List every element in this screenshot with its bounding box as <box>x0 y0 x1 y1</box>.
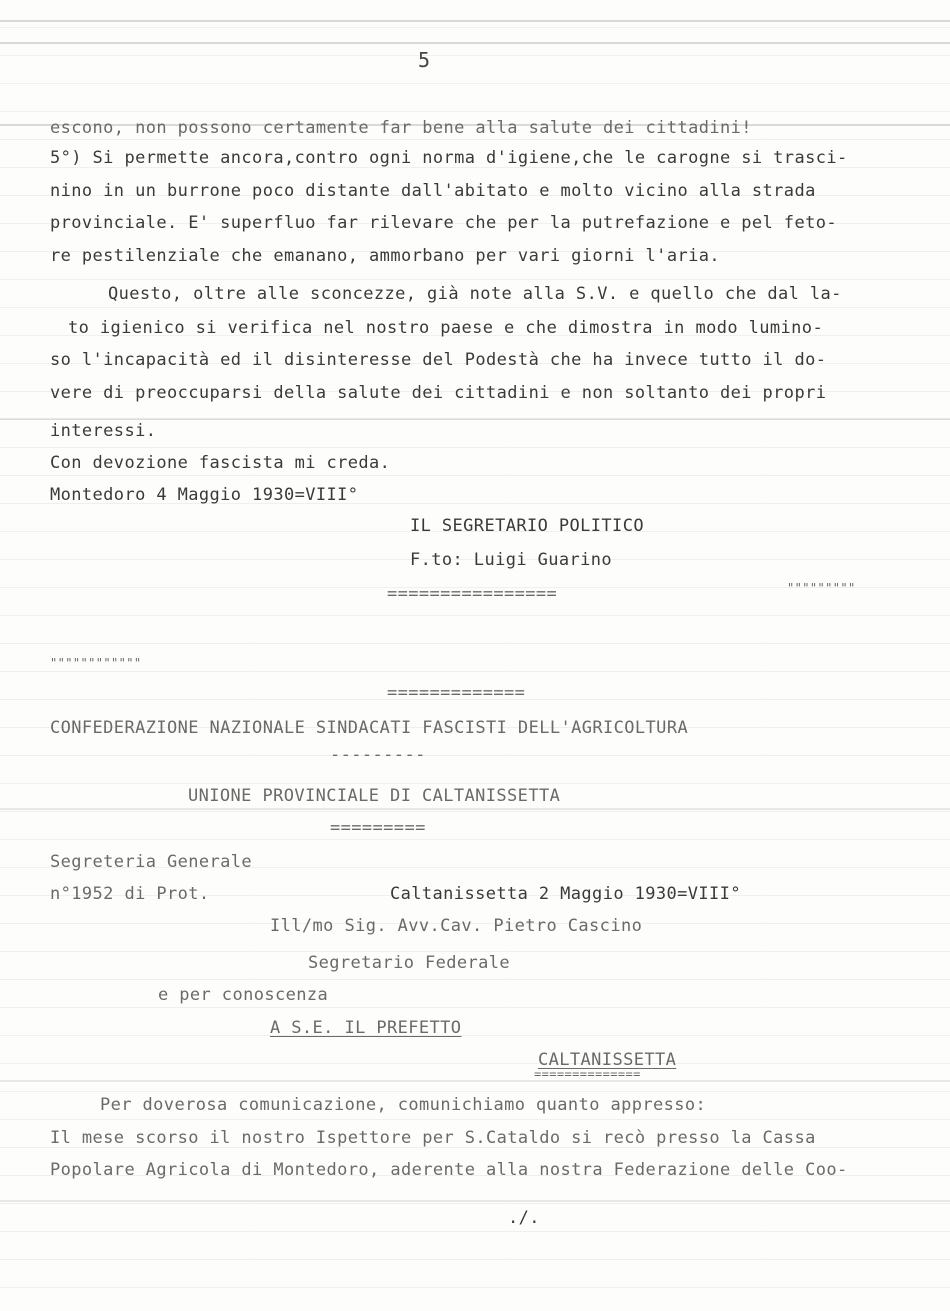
signature-separator: ================ <box>387 584 558 604</box>
letter1-line: re pestilenziale che emanano, ammorbano per vari giorni l'aria. <box>50 246 720 266</box>
page-number: 5 <box>418 48 431 72</box>
signature-title: IL SEGRETARIO POLITICO <box>410 516 644 536</box>
scan-streak <box>0 1200 950 1202</box>
continuation-mark: ./. <box>508 1208 540 1228</box>
letter1-line: interessi. <box>50 421 157 441</box>
city-name: CALTANISSETTA <box>538 1050 677 1070</box>
letter1-line: provinciale. E' superfluo far rilevare che per la putrefazione e pel feto- <box>50 213 837 233</box>
scan-streak <box>0 418 950 420</box>
scan-streak <box>0 1080 950 1082</box>
letter2-body-line: Il mese scorso il nostro Ispettore per S.Cataldo si recò presso la Cassa <box>50 1128 816 1148</box>
letter1-line: so l'incapacità ed il disinteresse del Podestà che ha invece tutto il do- <box>50 350 827 370</box>
recipient-title: Segretario Federale <box>308 953 511 973</box>
letter1-place-date: Montedoro 4 Maggio 1930=VIII° <box>50 485 359 505</box>
letter1-line: nino in un burrone poco distante dall'abitato e molto vicino alla strada <box>50 181 816 201</box>
protocol-number: n°1952 di Prot. <box>50 884 210 904</box>
place-date: Caltanissetta 2 Maggio 1930=VIII° <box>390 884 741 904</box>
union-name: UNIONE PROVINCIALE DI CALTANISSETTA <box>188 786 561 806</box>
letter1-line: vere di preoccuparsi della salute dei cittadini e non soltanto dei propri <box>50 383 827 403</box>
union-separator: ========= <box>330 818 426 838</box>
letter2-body-line: Popolare Agricola di Montedoro, aderente alla nostra Federazione delle Coo- <box>50 1160 848 1180</box>
letter1-line: to igienico si verifica nel nostro paese e che dimostra in modo lumino- <box>68 318 824 338</box>
quote-marks-left: """""""""""" <box>50 656 142 670</box>
recipient: Ill/mo Sig. Avv.Cav. Pietro Cascino <box>270 916 643 936</box>
letter1-closing: Con devozione fascista mi creda. <box>50 453 391 473</box>
city-separator: ============== <box>534 1067 641 1081</box>
letter1-line: escono, non possono certamente far bene alla salute dei cittadini! <box>50 118 752 138</box>
letter2-separator-top: ============= <box>387 683 526 703</box>
organization-name: CONFEDERAZIONE NAZIONALE SINDACATI FASCISTI DELL'AGRICOLTURA <box>50 718 689 738</box>
cc-recipient: A S.E. IL PREFETTO <box>270 1018 462 1038</box>
organization-dashes: --------- <box>330 745 426 765</box>
letter1-line: 5°) Si permette ancora,contro ogni norma d'igiene,che le carogne si trasci- <box>50 148 848 168</box>
scan-streak <box>0 20 950 22</box>
scan-streak <box>0 42 950 44</box>
signature-name: F.to: Luigi Guarino <box>410 550 613 570</box>
letter2-body-line: Per doverosa comunicazione, comunichiamo quanto appresso: <box>100 1095 707 1115</box>
letter1-line: Questo, oltre alle sconcezze, già note alla S.V. e quello che dal la- <box>108 284 842 304</box>
quote-marks-right: """"""""" <box>787 581 856 595</box>
cc-label: e per conoscenza <box>158 985 329 1005</box>
scan-streak <box>0 808 950 810</box>
office-label: Segreteria Generale <box>50 852 253 872</box>
